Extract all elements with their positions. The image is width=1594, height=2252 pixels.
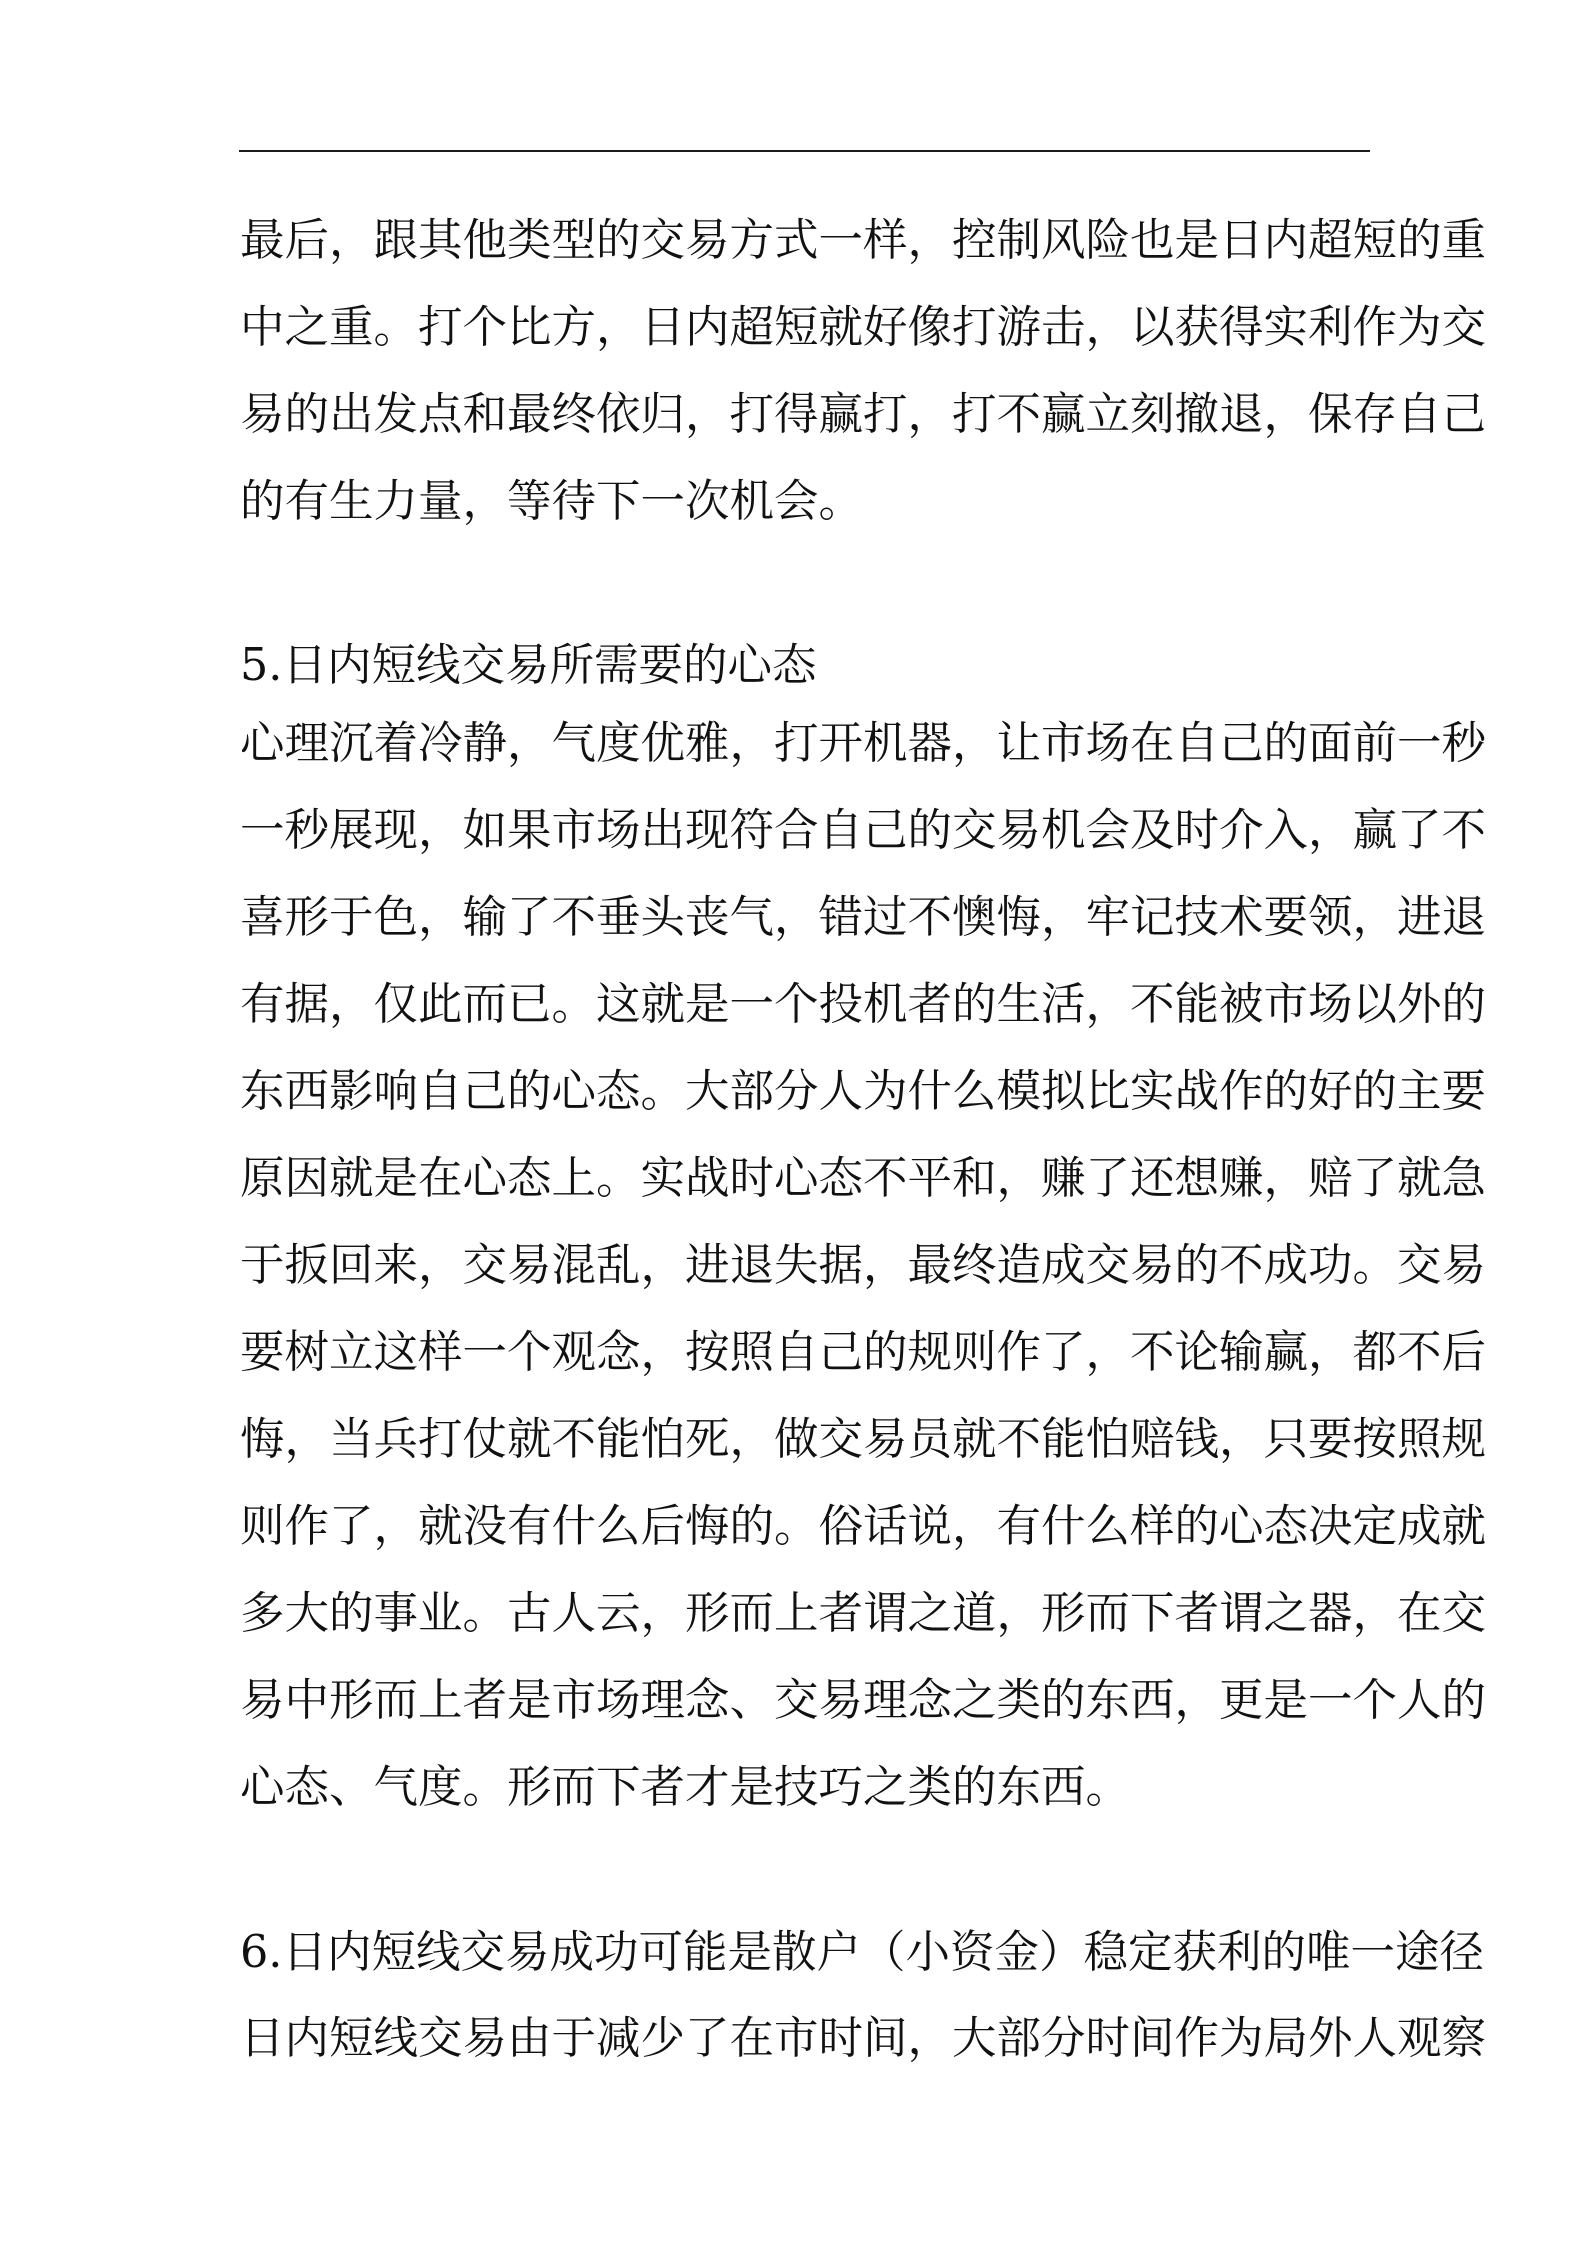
text-line: 日内短线交易由于减少了在市时间，大部分时间作为局外人观察 (240, 2013, 1487, 2064)
text-line: 一秒展现，如果市场出现符合自己的交易机会及时介入，赢了不 (240, 805, 1487, 856)
section-heading: 6.日内短线交易成功可能是散户（小资金）稳定获利的唯一途径 (240, 1927, 1484, 1978)
text-line: 多大的事业。古人云，形而上者谓之道，形而下者谓之器，在交 (240, 1588, 1487, 1639)
text-line: 于扳回来，交易混乱，进退失据，最终造成交易的不成功。交易 (240, 1240, 1487, 1291)
text-line: 悔，当兵打仗就不能怕死，做交易员就不能怕赔钱，只要按照规 (240, 1414, 1487, 1465)
text-line: 喜形于色，输了不垂头丧气，错过不懊悔，牢记技术要领，进退 (240, 892, 1487, 943)
text-line: 易的出发点和最终依归，打得赢打，打不赢立刻撤退，保存自己 (240, 389, 1487, 440)
text-line: 心理沉着冷静，气度优雅，打开机器，让市场在自己的面前一秒 (240, 718, 1487, 769)
text-line: 要树立这样一个观念，按照自己的规则作了，不论输赢，都不后 (240, 1327, 1487, 1378)
text-line: 的有生力量，等待下一次机会。 (240, 476, 864, 527)
text-line: 心态、气度。形而下者才是技巧之类的东西。 (240, 1762, 1131, 1813)
text-line: 中之重。打个比方，日内超短就好像打游击，以获得实利作为交 (240, 302, 1487, 353)
text-line: 则作了，就没有什么后悔的。俗话说，有什么样的心态决定成就 (240, 1501, 1487, 1552)
text-line: 东西影响自己的心态。大部分人为什么模拟比实战作的好的主要 (240, 1066, 1487, 1117)
text-line: 有据，仅此而已。这就是一个投机者的生活，不能被市场以外的 (240, 979, 1487, 1030)
header-rule (239, 150, 1370, 152)
section-heading: 5.日内短线交易所需要的心态 (240, 640, 817, 691)
text-line: 原因就是在心态上。实战时心态不平和，赚了还想赚，赔了就急 (240, 1153, 1487, 1204)
text-line: 最后，跟其他类型的交易方式一样，控制风险也是日内超短的重 (240, 215, 1487, 266)
text-line: 易中形而上者是市场理念、交易理念之类的东西，更是一个人的 (240, 1675, 1487, 1726)
